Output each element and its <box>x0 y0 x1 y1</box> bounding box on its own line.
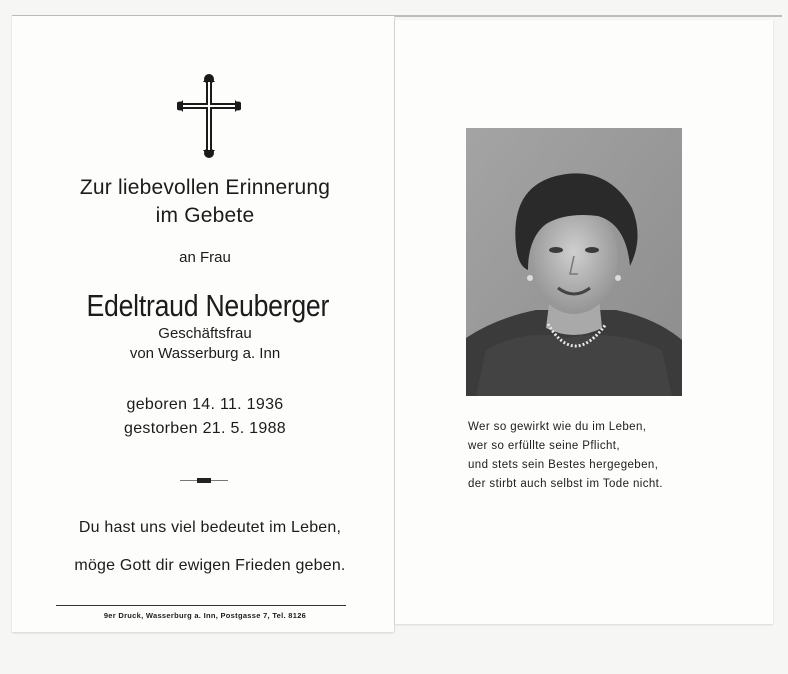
death-date: gestorben 21. 5. 1988 <box>124 420 286 437</box>
quote-line: und stets sein Bestes hergegeben, <box>468 459 659 471</box>
divider-ornament <box>180 478 228 483</box>
cross-icon <box>177 74 241 158</box>
heading-line-1: Zur liebevollen Erinnerung <box>79 176 331 199</box>
heading-line-2: im Gebete <box>155 204 255 227</box>
occupation: Geschäftsfrau <box>158 325 252 342</box>
birth-date: geboren 14. 11. 1936 <box>126 396 284 413</box>
verse-line-2: möge Gott dir ewigen Frieden geben. <box>74 557 346 574</box>
memorial-quote <box>468 418 768 494</box>
printer-imprint: 9er Druck, Wasserburg a. Inn, Postgasse 7, Tel. 8126 <box>103 611 307 620</box>
hometown: von Wasserburg a. Inn <box>129 345 281 362</box>
quote-line: der stirbt auch selbst im Tode nicht. <box>468 478 663 490</box>
salutation: an Frau <box>179 249 231 266</box>
portrait-photo <box>466 128 682 396</box>
quote-line: wer so erfüllte seine Pflicht, <box>468 440 620 452</box>
deceased-name: Edeltraud Neuberger <box>86 288 330 323</box>
verse-line-1: Du hast uns viel bedeutet im Leben, <box>78 519 342 536</box>
quote-line: Wer so gewirkt wie du im Leben, <box>468 421 647 433</box>
footer-rule <box>56 605 346 606</box>
